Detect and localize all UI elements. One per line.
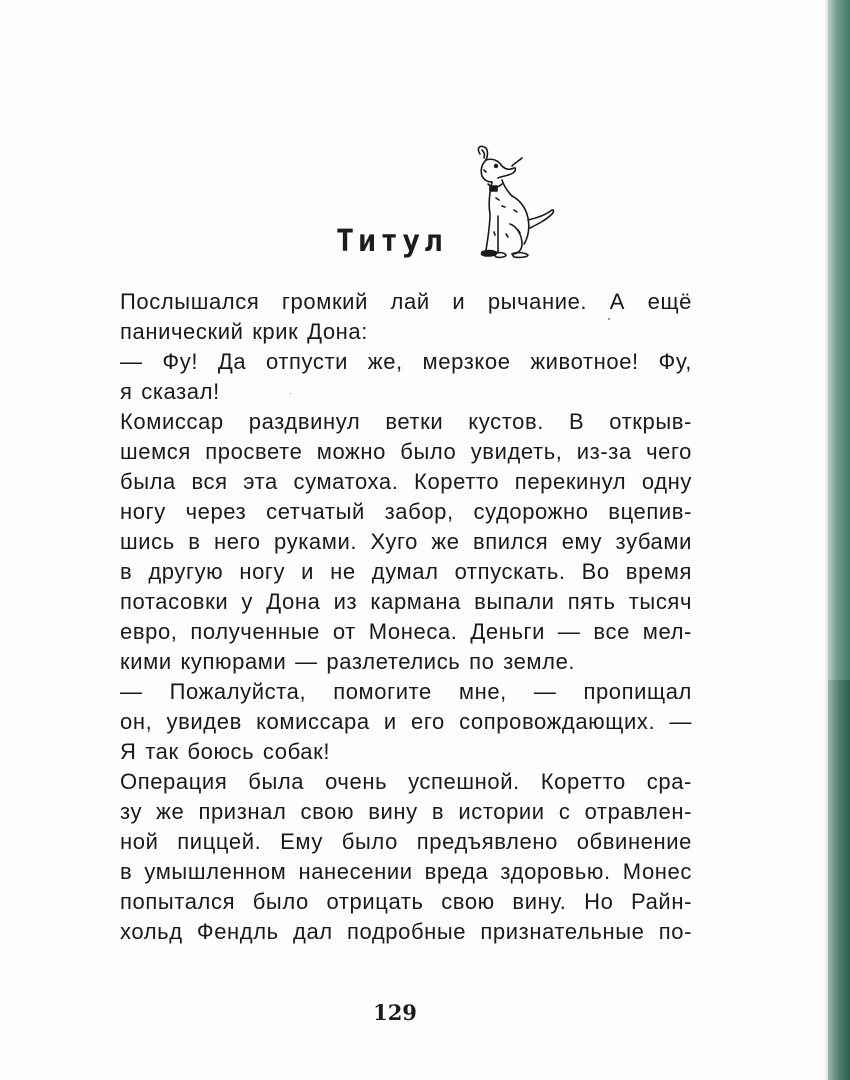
chapter-heading — [300, 140, 580, 270]
text-line: потасовки у Дона из кармана выпали пять тысяч — [120, 589, 692, 614]
text-line: евро, полученные от Монеса. Деньги — все мел- — [120, 619, 692, 644]
text-line: ногу через сетчатый забор, судорожно вцепив- — [120, 499, 692, 524]
text-line: панический крик Дона: — [120, 319, 368, 344]
text-line: Комиссар раздвинул ветки кустов. В открыв- — [120, 409, 692, 434]
text-line: Послышался громкий лай и рычание. А ещё — [120, 289, 692, 314]
text-line: я сказал! — [120, 379, 220, 404]
text-line: Я так боюсь собак! — [120, 739, 331, 764]
text-line: шемся просвете можно было увидеть, из-за чего — [120, 439, 692, 464]
text-line: хольд Фендль дал подробные признательные по- — [120, 919, 692, 944]
sitting-dog-icon — [458, 140, 558, 270]
text-line: в умышленном нанесении вреда здоровью. Монес — [120, 859, 692, 884]
chapter-body — [120, 287, 692, 947]
text-line: ной пиццей. Ему было предъявлено обвинение — [120, 829, 692, 854]
text-line: шись в него руками. Хуго же впился ему зубами — [120, 529, 692, 554]
text-line: в другую ногу и не думал отпускать. Во время — [120, 559, 692, 584]
chapter-title: Титул — [336, 224, 447, 259]
text-line: была вся эта суматоха. Коретто перекинул одну — [120, 469, 692, 494]
text-line: зу же признал свою вину в истории с отравлен- — [120, 799, 692, 824]
page-edge-shadow — [824, 0, 828, 1080]
text-line: — Пожалуйста, помогите мне, — пропищал — [120, 679, 692, 704]
print-speck — [290, 393, 291, 394]
text-line: Операция была очень успешной. Коретто сра- — [120, 769, 692, 794]
print-speck — [608, 318, 610, 320]
book-edge-lower — [828, 680, 850, 1080]
text-line: кими купюрами — разлетелись по земле. — [120, 649, 576, 674]
text-line: он, увидев комиссара и его сопровождающих. — — [120, 709, 692, 734]
text-line: — Фу! Да отпусти же, мерзкое животное! Фу, — [120, 349, 692, 374]
text-line: попытался было отрицать свою вину. Но Райн- — [120, 889, 692, 914]
page-number: 129 — [373, 1000, 417, 1025]
